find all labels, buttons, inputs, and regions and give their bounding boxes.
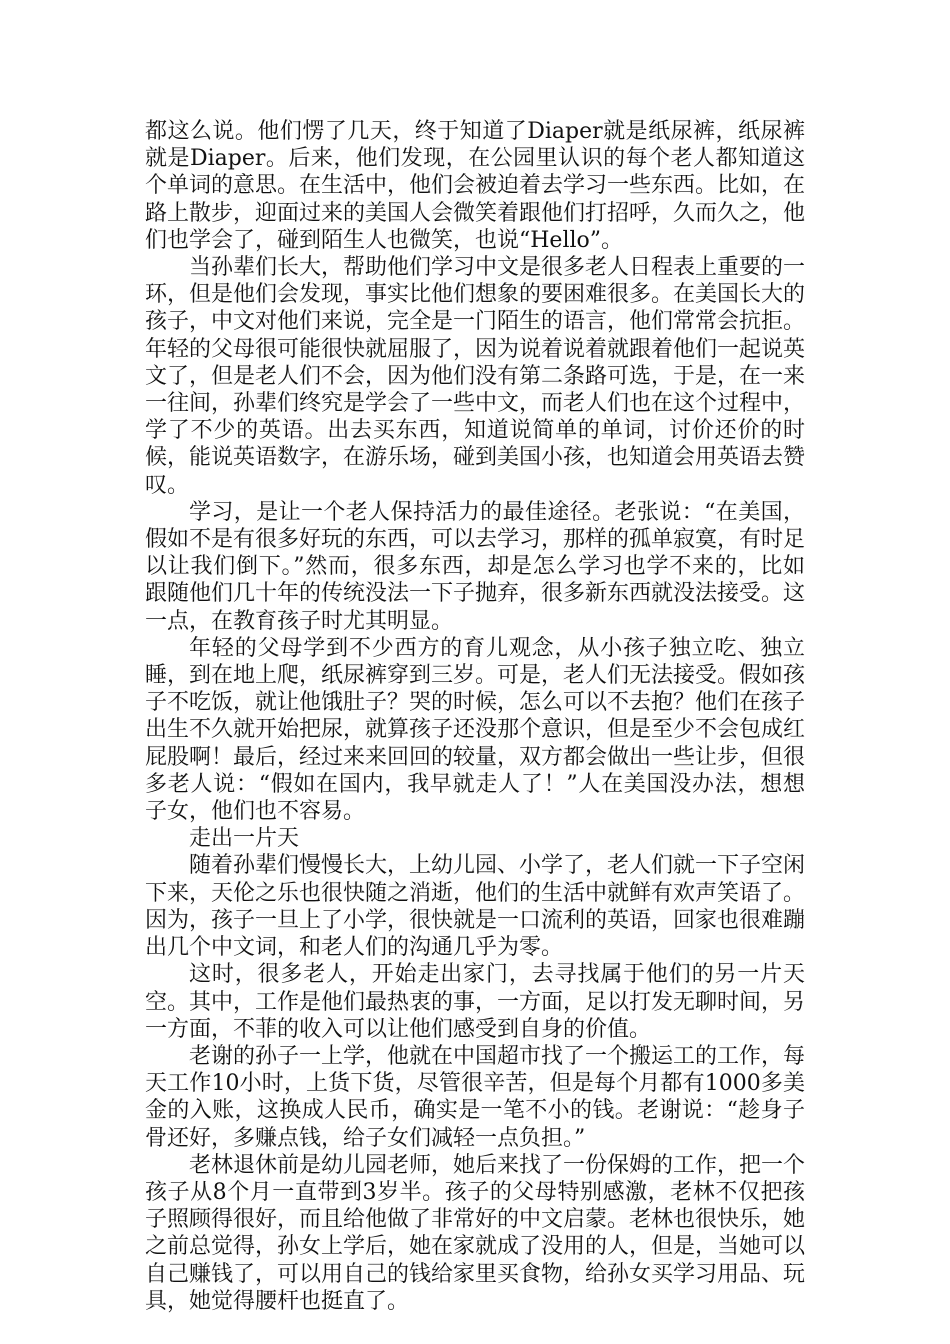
paragraph-3: 学习，是让一个老人保持活力的最佳途径。老张说：“在美国，假如不是有很多好玩的东西，可以去学习，那样的孤单寂寞，有时足以让我们倒下。”然而，很多东西，却是怎么学习也学不来的，比如跟随他们几十年的传统没法一下子抛弃，很多新东西就没法接受。这一点，在教育孩子时尤其明显。 — [145, 499, 806, 634]
paragraph-5: 随着孙辈们慢慢长大，上幼儿园、小学了，老人们就一下子空闲下来，天伦之乐也很快随之消逝，他们的生活中就鲜有欢声笑语了。因为，孩子一旦上了小学，很快就是一口流利的英语，回家也很难蹦出几个中文词，和老人们的沟通几乎为零。 — [145, 853, 806, 961]
paragraph-2: 当孙辈们长大，帮助他们学习中文是很多老人日程表上重要的一环，但是他们会发现，事实比他们想象的要困难很多。在美国长大的孩子，中文对他们来说，完全是一门陌生的语言，他们常常会抗拒。年轻的父母很可能很快就屈服了，因为说着说着就跟着他们一起说英文了，但是老人们不会，因为他们没有第二条路可选，于是，在一来一往间，孙辈们终究是学会了一些中文，而老人们也在这个过程中，学了不少的英语。出去买东西，知道说简单的单词，讨价还价的时候，能说英语数字，在游乐场，碰到美国小孩，也知道会用英语去赞叹。 — [145, 255, 806, 498]
paragraph-6: 这时，很多老人，开始走出家门，去寻找属于他们的另一片天空。其中，工作是他们最热衷的事，一方面，足以打发无聊时间，另一方面，不菲的收入可以让他们感受到自身的价值。 — [145, 962, 806, 1042]
paragraph-8: 老林退休前是幼儿园老师，她后来找了一份保姆的工作，把一个孩子从8个月一直带到3岁半。孩子的父母特别感激，老林不仅把孩子照顾得很好，而且给他做了非常好的中文启蒙。老林也很快乐，她之前总觉得，孙女上学后，她在家就成了没用的人，但是，当她可以自己赚钱了，可以用自己的钱给家里买食物，给孙女买学习用品、玩具，她觉得腰杆也挺直了。 — [145, 1152, 806, 1314]
section-heading: 走出一片天 — [189, 826, 300, 852]
document-body — [145, 118, 805, 1315]
paragraph-4: 年轻的父母学到不少西方的育儿观念，从小孩子独立吃、独立睡，到在地上爬，纸尿裤穿到三岁。可是，老人们无法接受。假如孩子不吃饭，就让他饿肚子？哭的时候，怎么可以不去抱？他们在孩子出生不久就开始把尿，就算孩子还没那个意识，但是至少不会包成红屁股啊！最后，经过来来回回的较量，双方都会做出一些让步，但很多老人说：“假如在国内，我早就走人了！”人在美国没办法，想想子女，他们也不容易。 — [145, 635, 806, 825]
paragraph-1: 都这么说。他们愣了几天，终于知道了Diaper就是纸尿裤，纸尿裤就是Diaper。后来，他们发现，在公园里认识的每个老人都知道这个单词的意思。在生活中，他们会被迫着去学习一些东西。比如，在路上散步，迎面过来的美国人会微笑着跟他们打招呼，久而久之，他们也学会了，碰到陌生人也微笑，也说“Hello”。 — [145, 119, 806, 253]
paragraph-7: 老谢的孙子一上学，他就在中国超市找了一个搬运工的工作，每天工作10小时，上货下货，尽管很辛苦，但是每个月都有1000多美金的入账，这换成人民币，确实是一笔不小的钱。老谢说：“趁身子骨还好，多赚点钱，给子女们减轻一点负担。” — [145, 1043, 806, 1151]
